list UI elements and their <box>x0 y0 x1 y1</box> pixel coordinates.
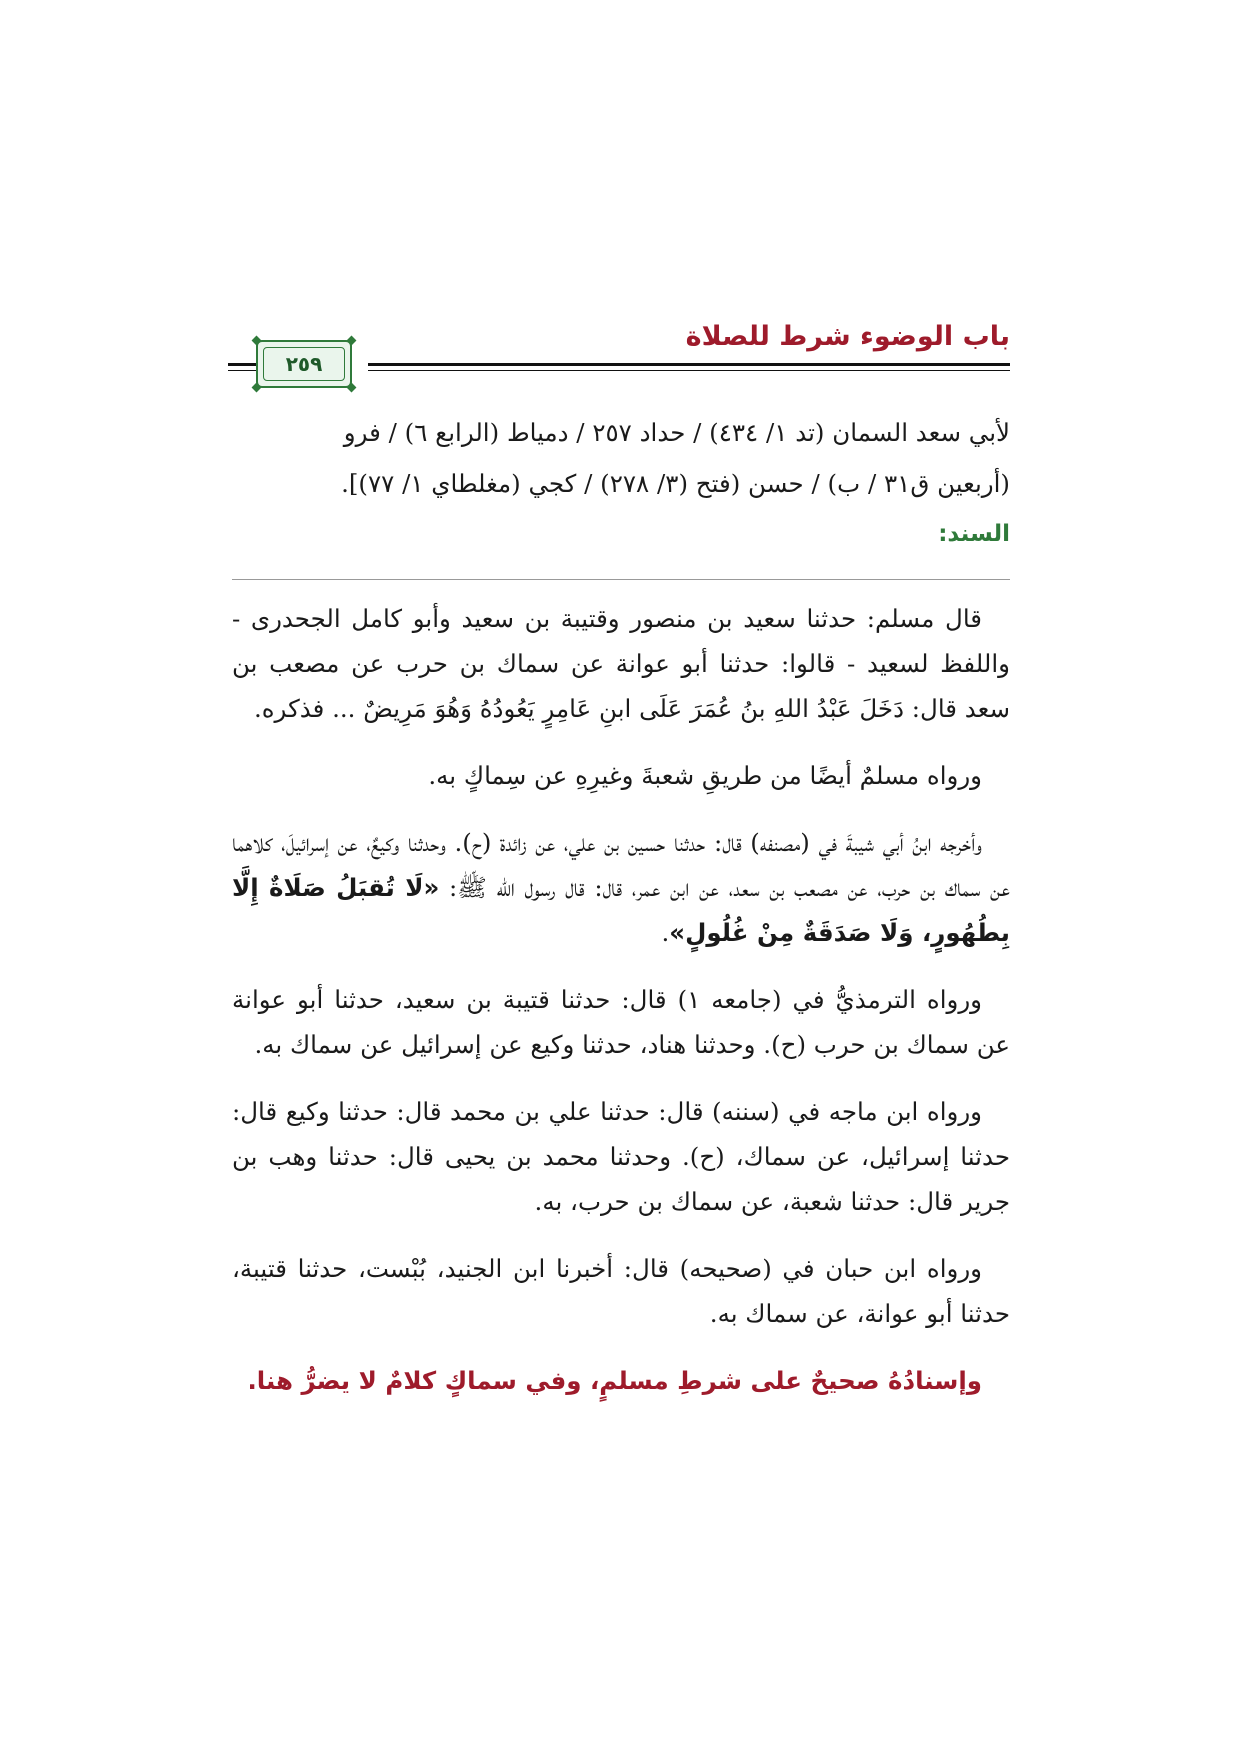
chapter-title: باب الوضوء شرط للصلاة <box>685 321 1010 352</box>
hadith-end: . <box>661 918 670 947</box>
conclusion: وإسنادُهُ صحيحٌ على شرطِ مسلمٍ، وفي سماكٍ كلامٌ لا يضرُّ هنا. <box>247 1366 982 1395</box>
ornament-icon <box>252 336 262 346</box>
paragraph-ibn-majah: ورواه ابن ماجه في (سننه) قال: حدثنا علي بن محمد قال: حدثنا وكيع قال: حدثنا إسرائيل، عن سماك، (ح). وحدثنا محمد بن يحيى قال: حدثنا وهب بن جرير قال: حدثنا شعبة، عن سماك بن حرب، به. <box>232 1097 1010 1216</box>
paragraph-ibn-abi-shaybah <box>232 820 1010 955</box>
hadith-text: «لَا تُقبَلُ صَلَاةٌ إِلَّا بِطُهُورٍ، وَلَا صَدَقَةٌ مِنْ غُلُولٍ» <box>232 873 1010 947</box>
ornament-icon <box>347 383 357 393</box>
page-body <box>232 410 1010 1425</box>
ornament-icon <box>347 336 357 346</box>
paragraph-ibn-hibban: ورواه ابن حبان في (صحيحه) قال: أخبرنا ابن الجنيد، بُبْست، حدثنا قتيبة، حدثنا أبو عوانة، عن سماك به. <box>232 1254 1010 1328</box>
paragraph-muslim: قال مسلم: حدثنا سعيد بن منصور وقتيبة بن سعيد وأبو كامل الجحدرى - واللفظ لسعيد - قالوا: حدثنا أبو عوانة عن سماك بن حرب عن مصعب بن سعد قال: دَخَلَ عَبْدُ اللهِ بنُ عُمَرَ عَلَى ابنِ عَامِرٍ يَعُودُهُ وَهُوَ مَرِيضٌ ... فذكره. <box>232 604 1010 723</box>
intro-line-2: (أربعين ق٣١ / ب) / حسن (فتح (٣/ ٢٧٨) / كجي (مغلطاي ١/ ٧٧)]. <box>341 469 1010 498</box>
page-number: ٢٥٩ <box>263 347 345 381</box>
header-rule <box>368 363 1010 366</box>
intro-line-1: لأبي سعد السمان (تد ١/ ٤٣٤) / حداد ٢٥٧ / دمياط (الرابع ٦) / فرو <box>343 418 1010 447</box>
section-divider <box>232 579 1010 580</box>
ornament-icon <box>252 383 262 393</box>
page-header <box>228 318 1010 388</box>
sanad-heading: السند: <box>938 521 1010 547</box>
header-rule-thin <box>368 370 1010 371</box>
ibn-abi-shaybah-text: وأخرجه ابنُ أبي شيبةَ في (مصنفه) قال: حدثنا حسين بن علي، عن زائدة (ح). وحدثنا وكيعٌ، عن إسرائيلَ، كلاهما عن سماك بن حرب، عن مصعب بن سعد، عن ابن عمر، قال: قال رسول الله ﷺ: <box>232 828 1010 902</box>
paragraph-muslim-also: ورواه مسلمٌ أيضًا من طريقِ شعبةَ وغيرِهِ عن سِماكٍ به. <box>428 761 982 790</box>
paragraph-tirmidhi: ورواه الترمذيُّ في (جامعه ١) قال: حدثنا قتيبة بن سعيد، حدثنا أبو عوانة عن سماك بن حرب (ح). وحدثنا هناد، حدثنا وكيع عن إسرائيل عن سماك به. <box>232 985 1010 1059</box>
page-number-badge <box>256 340 352 388</box>
